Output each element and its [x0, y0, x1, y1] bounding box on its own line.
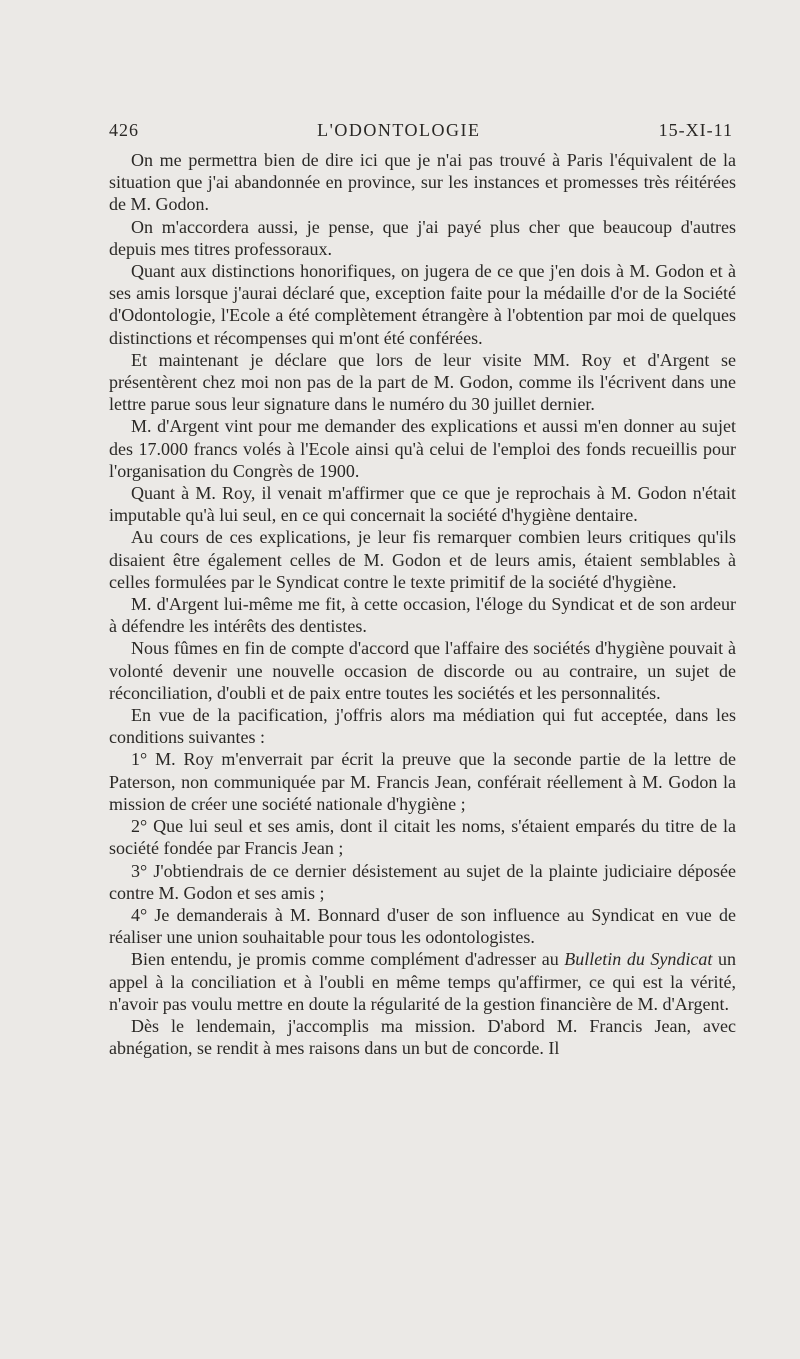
body-text: [109, 149, 736, 1059]
paragraph: On m'accordera aussi, je pense, que j'ai payé plus cher que beaucoup d'autres depuis mes titres professoraux.: [109, 216, 736, 259]
paragraph: On me permettra bien de dire ici que je n'ai pas trouvé à Paris l'équivalent de la situation que j'ai abandonnée en province, sur les instances et promesses très réitérées de M. Godon.: [109, 150, 736, 215]
paragraph: Dès le lendemain, j'accomplis ma mission. D'abord M. Francis Jean, avec abnégation, se rendit à mes raisons dans un but de concorde. Il: [109, 1015, 736, 1059]
running-header: [109, 120, 736, 141]
paragraph: Quant à M. Roy, il venait m'affirmer que ce que je reprochais à M. Godon n'était imputable qu'à lui seul, en ce qui concernait la société d'hygiène dentaire.: [109, 483, 736, 526]
paragraph: Quant aux distinctions honorifiques, on jugera de ce que j'en dois à M. Godon et à ses amis lorsque j'aurai déclaré que, exception faite pour la médaille d'or de la Société d'Odontologie, l'Ecole a été complètement étrangère à l'obtention par moi de quelques distinctions et récompenses qui m'ont été conférées.: [109, 261, 736, 348]
paragraph: En vue de la pacification, j'offris alors ma médiation qui fut acceptée, dans les conditions suivantes :: [109, 705, 736, 748]
page-number: 426: [109, 120, 139, 140]
paragraph-text: un appel à la conciliation et à l'oubli en même temps qu'affirmer, ce qui est la vérité, n'avoir pas voulu mettre en doute la régularité de la gestion financière de M. d'Argent.: [109, 949, 737, 1014]
issue-date: 15-XI-11: [658, 120, 733, 140]
paragraph: M. d'Argent vint pour me demander des explications et aussi m'en donner au sujet des 17.000 francs volés à l'Ecole ainsi qu'à celui de l'emploi des fonds recueillis pour l'organisation du Congrès de 1900.: [109, 416, 736, 481]
list-item: 3° J'obtiendrais de ce dernier désistement au sujet de la plainte judiciaire déposée contre M. Godon et ses amis ;: [109, 860, 736, 903]
list-item: 4° Je demanderais à M. Bonnard d'user de son influence au Syndicat en vue de réaliser une union souhaitable pour tous les odontologistes.: [109, 904, 736, 948]
list-item: 2° Que lui seul et ses amis, dont il citait les noms, s'étaient emparés du titre de la société fondée par Francis Jean ;: [109, 816, 736, 859]
paragraph: Au cours de ces explications, je leur fis remarquer combien leurs critiques qu'ils disaient être également celles de M. Godon et de leurs amis, étaient semblables à celles formulées par le Syndicat contre le texte primitif de la société d'hygiène.: [109, 527, 736, 592]
paragraph: M. d'Argent lui-même me fit, à cette occasion, l'éloge du Syndicat et de son ardeur à défendre les intérêts des dentistes.: [109, 594, 736, 637]
bulletin-title: Bulletin du Syndicat: [564, 949, 713, 970]
journal-title: L'ODONTOLOGIE: [317, 120, 481, 140]
paragraph: Et maintenant je déclare que lors de leur visite MM. Roy et d'Argent se présentèrent chez moi non pas de la part de M. Godon, comme ils l'écrivent dans une lettre parue sous leur signature dans le numéro du 30 juillet dernier.: [109, 349, 736, 415]
paragraph-text: Bien entendu, je promis comme complément d'adresser au: [131, 949, 565, 970]
paragraph: Nous fûmes en fin de compte d'accord que l'affaire des sociétés d'hygiène pouvait à volonté devenir une nouvelle occasion de discorde ou au contraire, un sujet de réconciliation, d'oubli et de paix entre toutes les sociétés et les personnalités.: [109, 638, 736, 703]
list-item: 1° M. Roy m'enverrait par écrit la preuve que la seconde partie de la lettre de Paterson, non communiquée par M. Francis Jean, conférait réellement à M. Godon la mission de créer une société nationale d'hygiène ;: [109, 749, 736, 814]
paragraph: [109, 948, 736, 1015]
